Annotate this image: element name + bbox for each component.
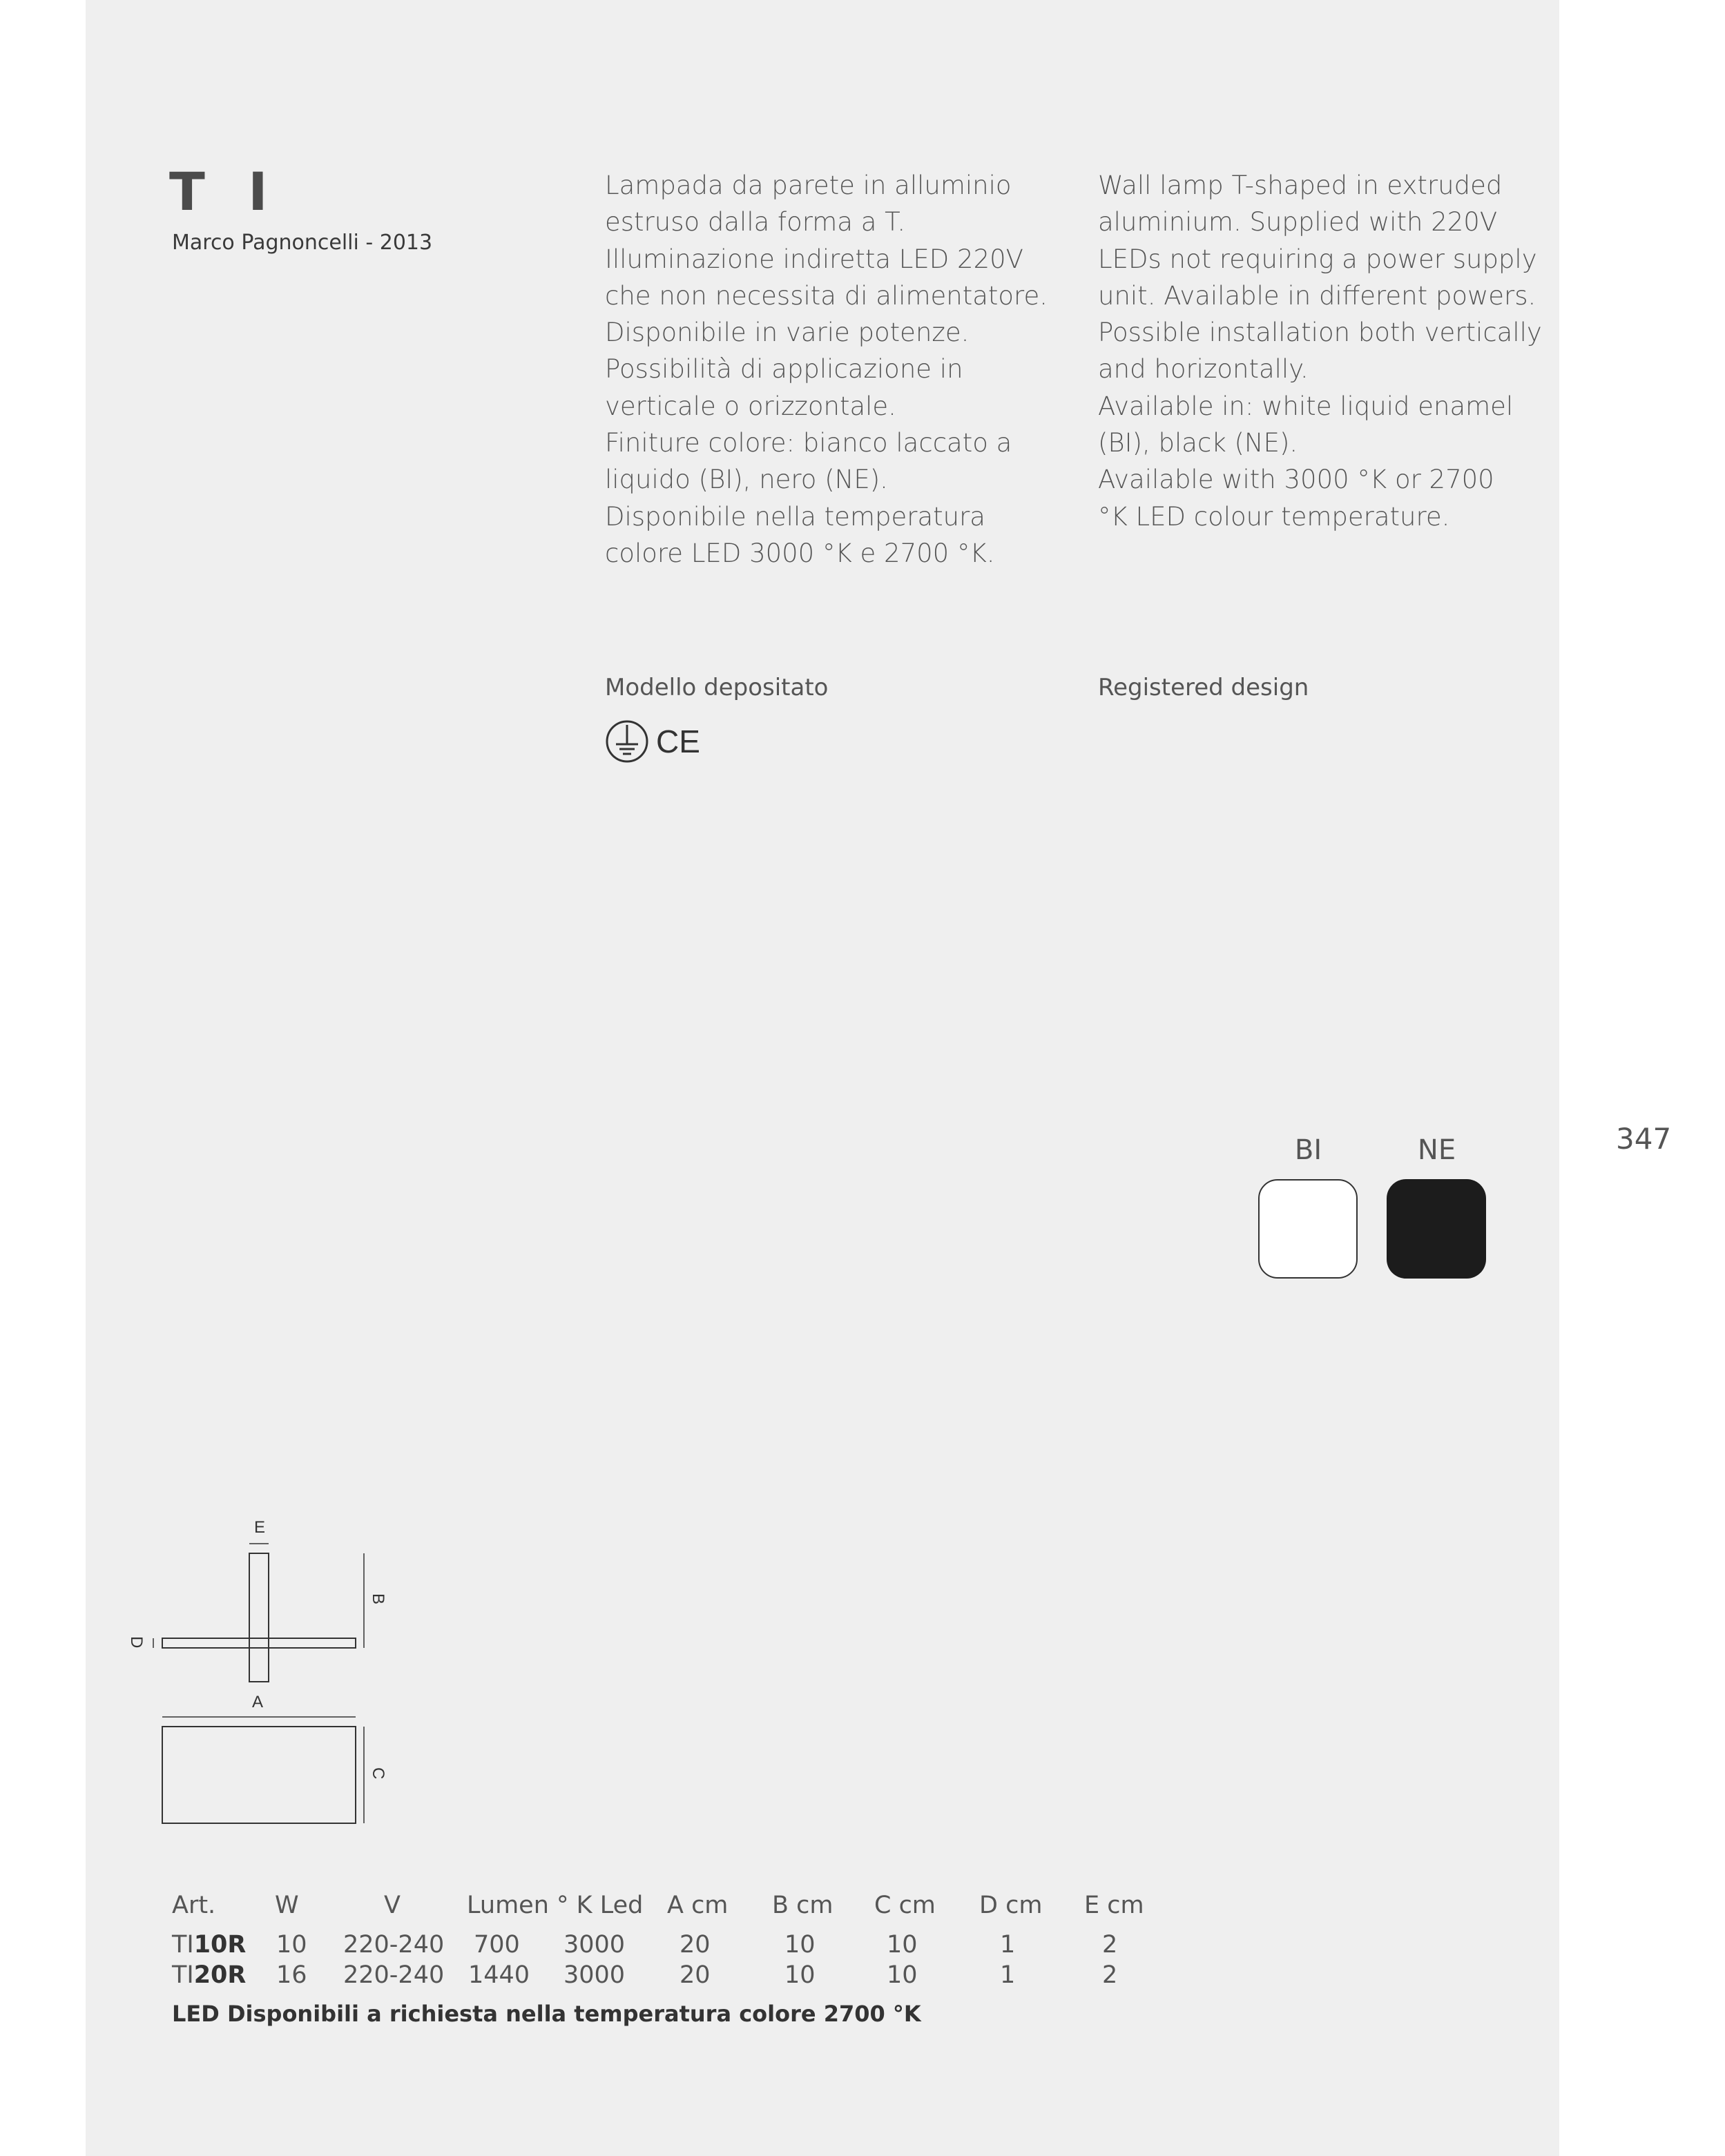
- dimension-label-c: C: [369, 1767, 387, 1780]
- table-cell: 20: [680, 1961, 711, 1989]
- table-cell: 3000: [563, 1961, 626, 1989]
- description-line: Illuminazione indiretta LED 220V: [605, 244, 1023, 274]
- table-cell: 10: [276, 1931, 307, 1959]
- description-english: [1098, 167, 1542, 535]
- dimension-label-b: B: [369, 1593, 387, 1605]
- registered-design-it: Modello depositato: [605, 674, 829, 701]
- table-cell: 16: [276, 1961, 307, 1989]
- side-view-base: [162, 1638, 356, 1648]
- ce-mark-icon: CE: [656, 723, 700, 759]
- table-cell: 10: [887, 1931, 918, 1959]
- dimension-label-a: A: [252, 1693, 264, 1711]
- class-i-earth-icon: [607, 721, 647, 761]
- description-line: Finiture colore: bianco laccato a: [605, 428, 1012, 458]
- description-line: Possibilità di applicazione in: [605, 354, 963, 385]
- table-header: Art.: [172, 1892, 216, 1919]
- description-line: LEDs not requiring a power supply: [1098, 244, 1537, 274]
- description-line: Disponibile nella temperatura: [605, 501, 985, 532]
- description-line: and horizontally.: [1098, 354, 1309, 385]
- finish-label-ne: NE: [1417, 1134, 1456, 1166]
- table-cell: 220-240: [343, 1961, 445, 1989]
- description-line: aluminium. Supplied with 220V: [1098, 207, 1498, 237]
- description-line: (BI), black (NE).: [1098, 428, 1298, 458]
- table-cell: 1440: [468, 1961, 530, 1989]
- finish-swatch-black: [1387, 1179, 1486, 1279]
- description-line: unit. Available in different powers.: [1098, 280, 1536, 311]
- side-view-stem: [249, 1553, 269, 1682]
- art-code: 20R: [193, 1961, 247, 1989]
- description-line: Wall lamp T-shaped in extruded: [1098, 171, 1503, 200]
- table-header: Lumen: [467, 1892, 549, 1919]
- description-line: estruso dalla forma a T.: [605, 207, 906, 237]
- description-line: Available with 3000 °K or 2700: [1098, 465, 1494, 495]
- description-line: che non necessita di alimentatore.: [605, 280, 1048, 311]
- certification-marks: [605, 718, 709, 769]
- table-header: ° K Led: [557, 1892, 644, 1919]
- registered-design-en: Registered design: [1098, 674, 1309, 701]
- art-prefix: TI: [172, 1961, 194, 1989]
- description-line: verticale o orizzontale.: [605, 391, 896, 421]
- table-header: A cm: [667, 1892, 729, 1919]
- table-cell: 2: [1102, 1961, 1118, 1989]
- description-line: °K LED colour temperature.: [1098, 501, 1450, 532]
- table-cell: 3000: [563, 1931, 626, 1959]
- table-cell: 1: [1000, 1931, 1016, 1959]
- product-title: T I: [169, 161, 280, 222]
- table-header: V: [384, 1892, 401, 1919]
- art-prefix: TI: [172, 1931, 194, 1959]
- description-italian: [605, 167, 1048, 572]
- description-line: Possible installation both vertically: [1098, 318, 1542, 348]
- dimension-label-e: E: [254, 1518, 266, 1537]
- table-cell: 700: [474, 1931, 520, 1959]
- designer-credit: Marco Pagnoncelli - 2013: [172, 231, 433, 255]
- description-line: Lampada da parete in alluminio: [605, 171, 1012, 200]
- technical-drawing: [124, 1512, 414, 1839]
- table-cell: 10: [887, 1961, 918, 1989]
- table-header: W: [275, 1892, 299, 1919]
- description-line: liquido (BI), nero (NE).: [605, 465, 888, 495]
- table-cell: 10: [784, 1961, 816, 1989]
- page-number: 347: [1616, 1122, 1672, 1156]
- dimension-label-d: D: [127, 1636, 146, 1649]
- table-cell: 10: [784, 1931, 816, 1959]
- table-cell: 1: [1000, 1961, 1016, 1989]
- table-cell: 220-240: [343, 1931, 445, 1959]
- table-header: E cm: [1084, 1892, 1144, 1919]
- table-header: C cm: [874, 1892, 936, 1919]
- finish-label-bi: BI: [1294, 1134, 1322, 1166]
- table-cell: 2: [1102, 1931, 1118, 1959]
- front-view-plate: [162, 1727, 356, 1823]
- table-cell: 20: [680, 1931, 711, 1959]
- description-line: colore LED 3000 °K e 2700 °K.: [605, 538, 995, 568]
- finish-swatch-white: [1258, 1179, 1358, 1279]
- art-code: 10R: [193, 1931, 247, 1959]
- description-line: Available in: white liquid enamel: [1098, 391, 1514, 421]
- description-line: Disponibile in varie potenze.: [605, 318, 970, 348]
- availability-note: LED Disponibili a richiesta nella temperatura colore 2700 °K: [172, 2001, 921, 2027]
- table-header: B cm: [772, 1892, 833, 1919]
- table-header: D cm: [979, 1892, 1043, 1919]
